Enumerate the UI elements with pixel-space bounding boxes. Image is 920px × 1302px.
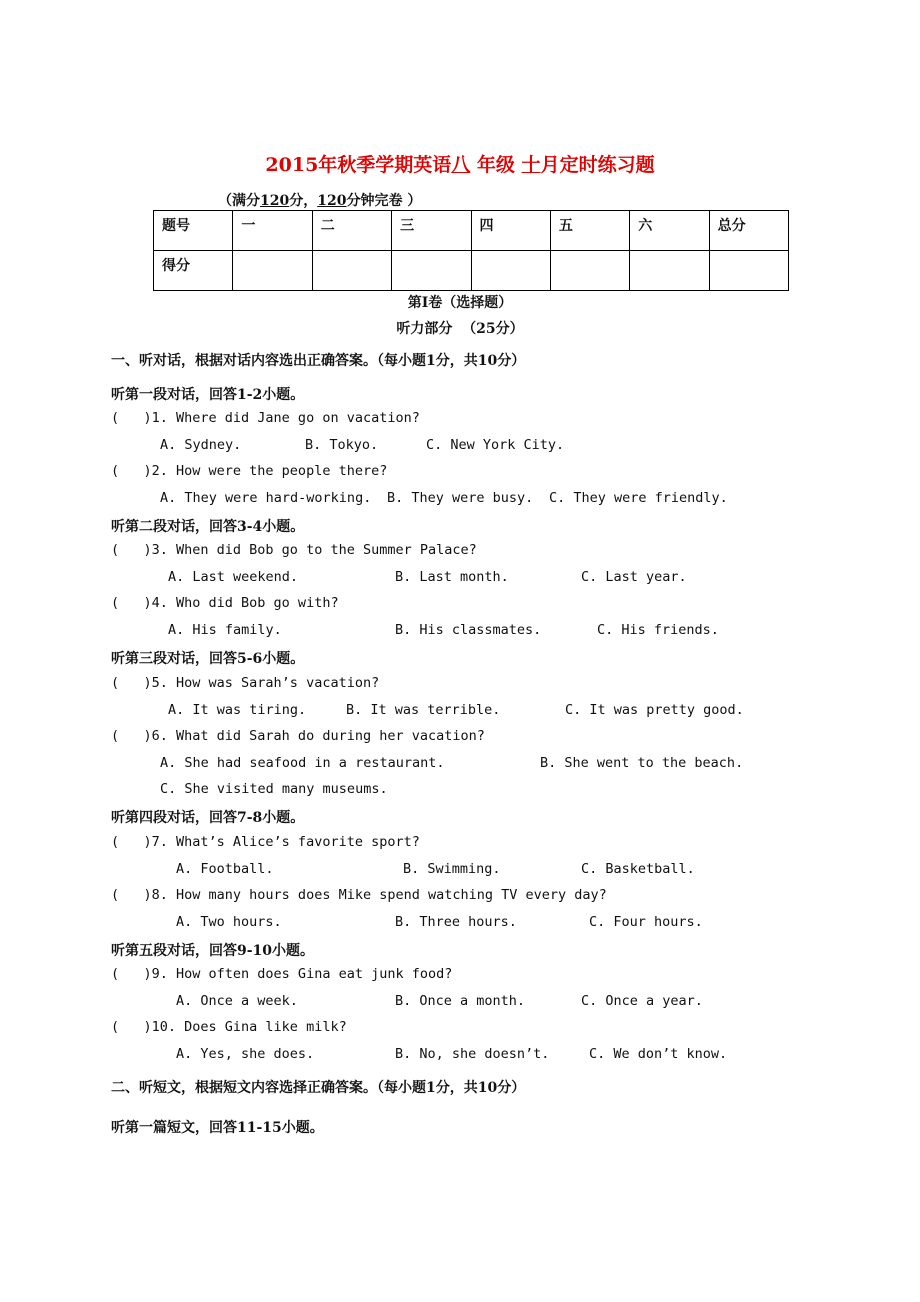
group-heading: 听第三段对话，回答5-6小题。 [111, 651, 305, 667]
score-table [153, 210, 789, 291]
question-stem: ( )9. How often does Gina eat junk food? [111, 966, 453, 982]
question-stem: ( )5. How was Sarah’s vacation? [111, 675, 380, 691]
option-b: B. She went to the beach. [540, 755, 744, 771]
question-stem: ( )4. Who did Bob go with? [111, 595, 339, 611]
option-a: A. Last weekend. [168, 569, 299, 585]
score-table-header: 总分 [709, 211, 788, 251]
score-cell[interactable] [233, 251, 312, 291]
score-cell[interactable] [630, 251, 709, 291]
score-table-header-row [154, 211, 789, 251]
score-table-header: 四 [471, 211, 550, 251]
option-a: A. Two hours. [176, 914, 282, 930]
option-a: A. It was tiring. [168, 702, 307, 718]
option-b: B. His classmates. [395, 622, 542, 638]
title-month-first: 十 [521, 154, 541, 176]
title-prefix: 2015年秋季学期英语 [265, 154, 452, 176]
score-row-label: 得分 [154, 251, 233, 291]
option-c: C. It was pretty good. [565, 702, 744, 718]
question-stem: ( )1. Where did Jane go on vacation? [111, 410, 420, 426]
score-table-header: 一 [233, 211, 312, 251]
option-b: B. No, she doesn’t. [395, 1046, 550, 1062]
option-a: A. Once a week. [176, 993, 298, 1009]
option-c: C. Once a year. [581, 993, 703, 1009]
option-b: B. Once a month. [395, 993, 526, 1009]
score-cell[interactable] [312, 251, 391, 291]
full-score: 120 [260, 193, 290, 209]
exam-info [218, 190, 421, 210]
option-b: B. Three hours. [395, 914, 517, 930]
option-a: A. Football. [176, 861, 274, 877]
option-b: B. Tokyo. [305, 437, 379, 453]
option-a: A. She had seafood in a restaurant. [160, 755, 445, 771]
score-cell[interactable] [709, 251, 788, 291]
question-stem: ( )2. How were the people there? [111, 463, 388, 479]
option-b: B. It was terrible. [346, 702, 501, 718]
option-c: C. Last year. [581, 569, 687, 585]
option-a: A. Sydney. [160, 437, 242, 453]
group-heading: 听第四段对话，回答7-8小题。 [111, 810, 305, 826]
question-stem: ( )10. Does Gina like milk? [111, 1019, 347, 1035]
title-grade: 八 [451, 154, 471, 176]
group-heading: 听第二段对话，回答3-4小题。 [111, 519, 305, 535]
question-stem: ( )8. How many hours does Mike spend watching TV every day? [111, 887, 607, 903]
listening-title: 听力部分 （25分） [396, 321, 524, 337]
group-heading: 听第五段对话，回答9-10小题。 [111, 943, 315, 959]
option-b: B. Swimming. [403, 861, 501, 877]
option-a: A. His family. [168, 622, 282, 638]
option-c: C. They were friendly. [549, 490, 728, 506]
option-b: B. Last month. [395, 569, 509, 585]
part2-title: 二、听短文，根据短文内容选择正确答案。（每小题1分，共10分） [111, 1080, 526, 1096]
exam-info-mid: 分， [289, 193, 318, 209]
part1-title: 一、听对话，根据对话内容选出正确答案。（每小题1分，共10分） [111, 353, 526, 369]
option-c: C. She visited many museums. [160, 781, 388, 797]
group-heading: 听第一篇短文，回答11-15小题。 [111, 1120, 324, 1136]
question-stem: ( )7. What’s Alice’s favorite sport? [111, 834, 420, 850]
score-cell[interactable] [392, 251, 471, 291]
score-table-header: 三 [392, 211, 471, 251]
option-c: C. We don’t know. [589, 1046, 728, 1062]
score-table-header: 五 [550, 211, 629, 251]
title-mid: 年级 [470, 154, 522, 176]
exam-info-prefix: （满分 [218, 193, 260, 209]
score-table-header: 二 [312, 211, 391, 251]
group-heading: 听第一段对话，回答1-2小题。 [111, 387, 305, 403]
option-c: C. New York City. [426, 437, 565, 453]
score-table-header: 题号 [154, 211, 233, 251]
title-suffix: 月定时练习题 [540, 154, 655, 176]
option-b: B. They were busy. [387, 490, 534, 506]
score-cell[interactable] [550, 251, 629, 291]
option-a: A. Yes, she does. [176, 1046, 315, 1062]
exam-time: 120 [317, 193, 347, 209]
question-stem: ( )6. What did Sarah do during her vacation? [111, 728, 485, 744]
option-c: C. Four hours. [589, 914, 703, 930]
option-c: C. His friends. [597, 622, 719, 638]
exam-info-suffix: 分钟完卷 ） [346, 193, 422, 209]
question-stem: ( )3. When did Bob go to the Summer Palace? [111, 542, 477, 558]
option-a: A. They were hard-working. [160, 490, 372, 506]
page-title [0, 150, 920, 177]
option-c: C. Basketball. [581, 861, 695, 877]
score-cell[interactable] [471, 251, 550, 291]
score-table-header: 六 [630, 211, 709, 251]
score-table-score-row [154, 251, 789, 291]
volume-title: 第Ⅰ卷（选择题） [407, 295, 513, 311]
